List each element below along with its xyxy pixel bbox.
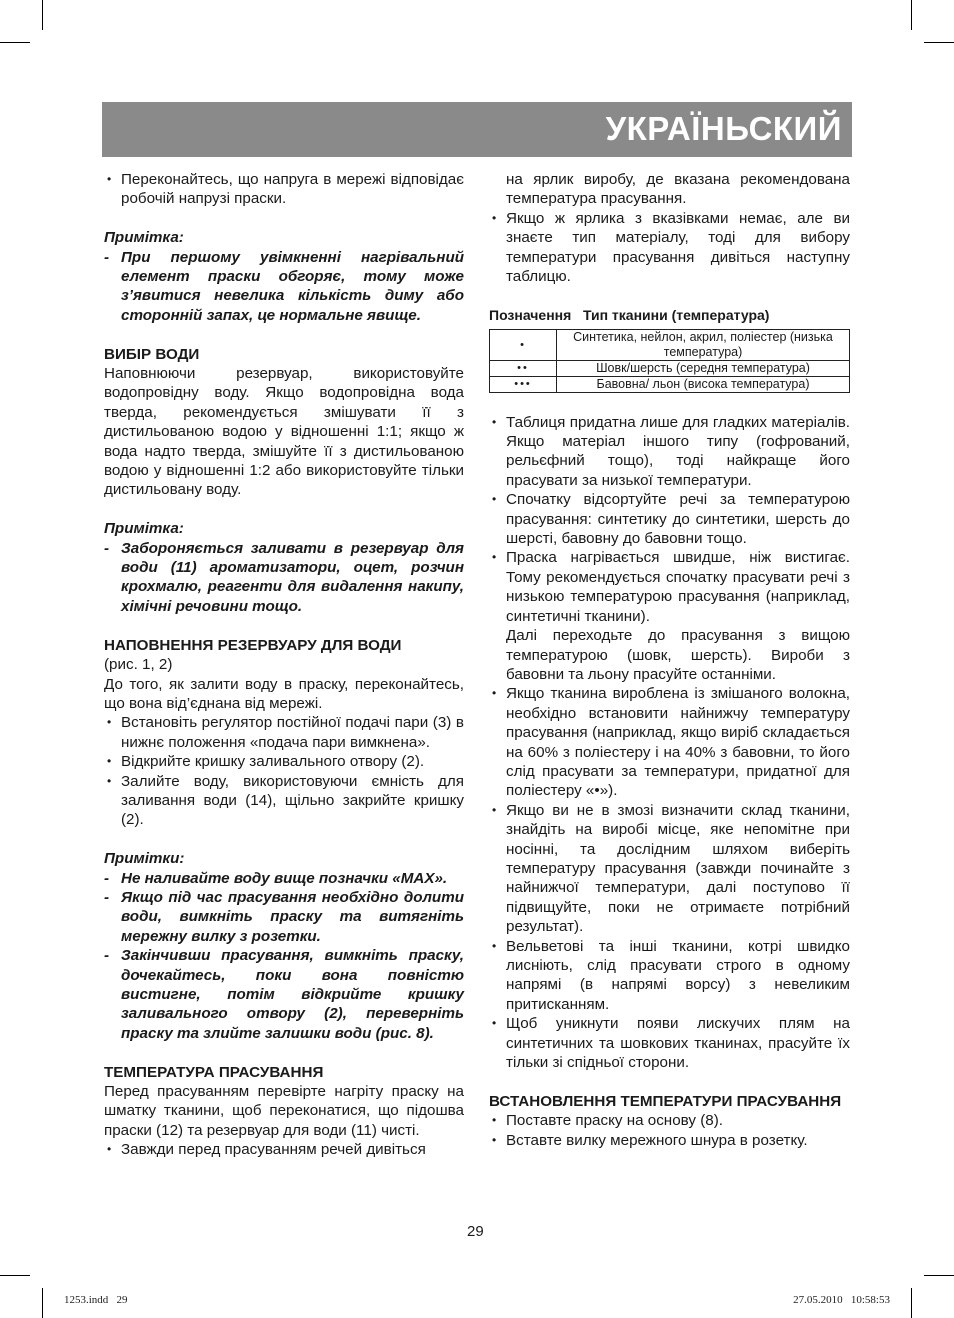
list-item: • Залийте воду, використовуючи ємність для заливання води (14), щільно закрийте кришку (2). (104, 772, 464, 830)
list-item: • Щоб уникнути появи лискучих плям на синтетичних та шовкових тканинах, прасуйте їх тільки зі спідньої сторони. (489, 1014, 850, 1072)
left-column (104, 170, 464, 1160)
crop-mark (0, 42, 30, 43)
table-row (490, 377, 850, 393)
table-heading: Позначення Тип тканини (температура) (489, 306, 770, 323)
crop-mark (911, 1288, 912, 1318)
file-slug: 1253.indd 29 (64, 1294, 128, 1306)
fabric-type: Шовк/шерсть (середня температура) (557, 361, 850, 377)
crop-mark (42, 0, 43, 30)
list-item: • Якщо ви не в змозі визначити склад тканини, знайдіть на виробі місце, яке непомітне при носінні, та дослідним шляхом виберіть температуру прасування (завжди починайте з найнижчої температури, далі поступово її підвищуйте, поки не отримаєте потрібний результат). (489, 801, 850, 937)
fabric-type: Синтетика, нейлон, акрил, поліестер (низька температура) (557, 330, 850, 361)
note-item: - Якщо під час прасування необхідно долити води, вимкніть праску та витягніть мережну вилку з розетки. (104, 888, 464, 946)
list-item-continuation: на ярлик виробу, де вказана рекомендована температура прасування. (506, 171, 850, 208)
paragraph: До того, як залити воду в праску, переконайтесь, що вона від’єднана від мережі. (104, 675, 464, 712)
note-title: Примітка: (104, 229, 184, 247)
list-item: • Завжди перед прасуванням речей дивіться (104, 1140, 464, 1159)
page-number: 29 (467, 1223, 484, 1240)
temperature-symbol: • (490, 330, 557, 361)
note-item: - При першому увімкненні нагрівальний елемент праски обгоряє, тому може з’явитися невелика кількість диму або сторонній запах, це нормальне явище. (104, 248, 464, 326)
temperature-symbol: ••• (490, 377, 557, 393)
language-header-bar (102, 102, 852, 157)
paragraph: Перед прасуванням перевірте нагріту праску на шматку тканини, щоб переконатися, що підошва праски (12) та резервуар для води (11) чисті. (104, 1083, 464, 1139)
list-item: • Якщо тканина вироблена із змішаного волокна, необхідно встановити найнижчу температуру прасування (наприклад, якщо виріб складається на 60% з поліестеру і на 40% з бавовни, то його слід прасувати за температури, придатної для поліестеру «•»). (489, 684, 850, 800)
list-item: • Переконайтесь, що напруга в мережі відповідає робочій напрузі праски. (104, 170, 464, 209)
section-title-water: ВИБІР ВОДИ (104, 345, 200, 363)
list-item: • Вельветові та інші тканини, котрі швидко лисніють, слід прасувати строго в одному напрямі (в напрямі ворсу) з невеликим притисканням. (489, 937, 850, 1015)
note-title: Примітки: (104, 850, 185, 868)
note-title: Примітка: (104, 520, 184, 538)
list-item: • Поставте праску на основу (8). (489, 1111, 850, 1130)
note-item: - Закінчивши прасування, вимкніть праску, дочекайтесь, поки вона повністю вистигне, потім відкрийте кришку заливального отвору (2), переверніть праску та злийте залишки води (рис. 8). (104, 946, 464, 1043)
section-title-fill: НАПОВНЕННЯ РЕЗЕРВУАРУ ДЛЯ ВОДИ (104, 636, 402, 654)
figure-reference: (рис. 1, 2) (104, 656, 173, 674)
crop-mark (924, 1275, 954, 1276)
paragraph: Наповнюючи резервуар, використовуйте водопровідну воду. Якщо водопровідна вода тверда, рекомендується змішувати її з дистильованою водою у відношенні 1:1; якщо ж вода надто тверда, змішуйте її з дистильованою водою у відношенні 1:2 або використовуйте тільки дистильовану воду. (104, 365, 464, 499)
fabric-temperature-table (489, 329, 850, 393)
list-item: • Спочатку відсортуйте речі за температурою прасування: синтетику до синтетики, шерсть до шерсті, бавовну до бавовни тощо. (489, 490, 850, 548)
fabric-type: Бавовна/ льон (висока температура) (557, 377, 850, 393)
list-item: • Вставте вилку мережного шнура в розетку. (489, 1131, 850, 1150)
crop-mark (0, 1275, 30, 1276)
section-title-set-temperature: ВСТАНОВЛЕННЯ ТЕМПЕРАТУРИ ПРАСУВАННЯ (489, 1092, 842, 1110)
list-item: • Праска нагрівається швидше, ніж вистигає. Тому рекомендується спочатку прасувати речі з низькою температурою прасування (наприклад, синтетичні тканини). (489, 548, 850, 626)
section-title-temperature: ТЕМПЕРАТУРА ПРАСУВАННЯ (104, 1063, 324, 1081)
table-row (490, 361, 850, 377)
list-item: • Якщо ж ярлика з вказівками немає, але ви знаєте тип матеріалу, тоді для вибору температури прасування дивіться наступну таблицю. (489, 209, 850, 287)
list-item: • Відкрийте кришку заливального отвору (2). (104, 752, 464, 771)
right-column (489, 170, 850, 1150)
list-item: • Таблиця придатна лише для гладких матеріалів. Якщо матеріал іншого типу (гофрований, рельєфний тощо), тоді найкраще його прасувати за низької температури. (489, 413, 850, 491)
list-item: • Встановіть регулятор постійної подачі пари (3) в нижнє положення «подача пари вимкнена». (104, 713, 464, 752)
table-row (490, 330, 850, 361)
language-title: УКРАЇНЬСКИЙ (605, 110, 842, 147)
timestamp-slug: 27.05.2010 10:58:53 (793, 1294, 890, 1306)
temperature-symbol: •• (490, 361, 557, 377)
note-item: - Забороняється заливати в резервуар для води (11) ароматизатори, оцет, розчин крохмалю, реагенти для видалення накипу, хімічні речовини тощо. (104, 539, 464, 617)
crop-mark (924, 42, 954, 43)
list-item-continuation: Далі переходьте до прасування з вищою температурою (шовк, шерсть). Вироби з бавовни та льону прасуйте останніми. (506, 627, 850, 683)
note-item: - Не наливайте воду вище позначки «MAX». (104, 869, 464, 888)
crop-mark (911, 0, 912, 30)
crop-mark (42, 1288, 43, 1318)
